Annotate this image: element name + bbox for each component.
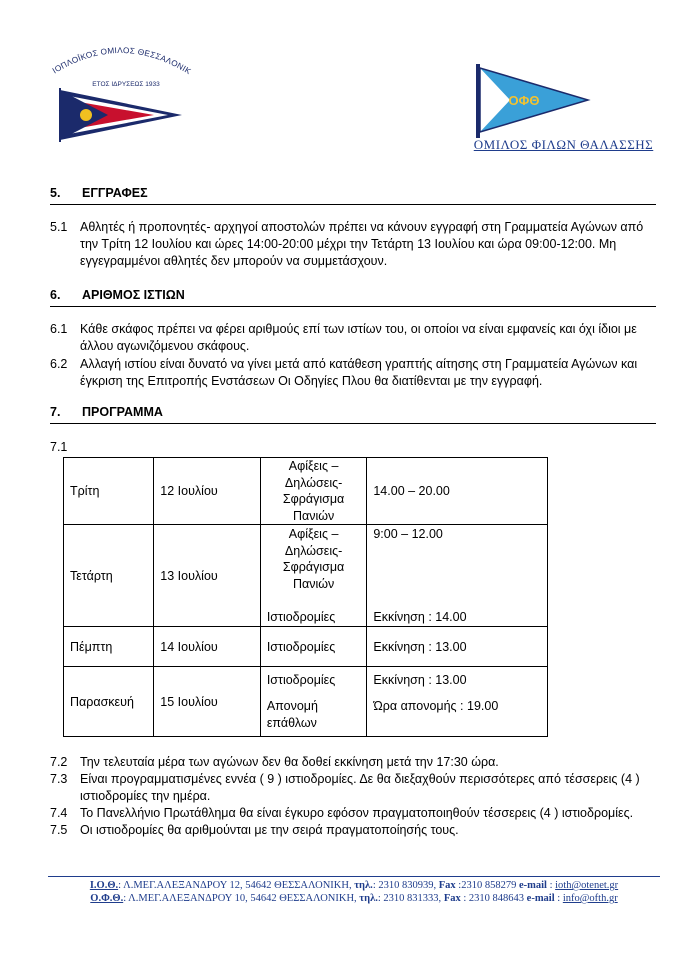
item-5-1: [50, 219, 660, 270]
item-number: 6.2: [50, 357, 68, 371]
item-number: 6.1: [50, 322, 68, 336]
footer-email-link[interactable]: info@ofth.gr: [562, 893, 618, 904]
ofth-flag-icon: [470, 60, 660, 140]
item-text: Οι ιστιοδρομίες θα αριθμούνται με την σειρά πραγματοποίησής τους.: [80, 823, 459, 837]
activity-cell: [260, 458, 367, 525]
day-cell: Τρίτη: [64, 458, 154, 525]
section-number: 5.: [50, 186, 61, 200]
item-6-2: [50, 356, 660, 390]
date-cell: 14 Ιουλίου: [154, 627, 261, 667]
date-cell: 12 Ιουλίου: [154, 458, 261, 525]
table-row: [64, 525, 548, 627]
ofth-name: ΟΜΙΛΟΣ ΦΙΛΩΝ ΘΑΛΑΣΣΗΣ: [473, 137, 654, 152]
footer-divider: [48, 876, 660, 877]
item-number: 7.2: [50, 755, 68, 769]
activity-line: Ιστιοδρομίες: [266, 609, 336, 624]
item-text: Την τελευταία μέρα των αγώνων δεν θα δοθεί εκκίνηση μετά την 17:30 ώρα.: [80, 755, 499, 769]
time-cell: [367, 458, 548, 525]
day-cell: Παρασκευή: [64, 667, 154, 737]
activity-cell: Ιστιοδρομίες: [260, 627, 367, 667]
item-text: Κάθε σκάφος πρέπει να φέρει αριθμούς επί των ιστίων του, οι οποίοι να είναι εμφανείς και όχι ίδιοι με άλλου αγωνιζόμενου σκάφους.: [80, 322, 637, 353]
activity-line: Πανιών: [292, 508, 335, 523]
footer-tel: : 2310 831333,: [377, 893, 444, 904]
footer-address: : Λ.ΜΕΓ.ΑΛΕΞΑΝΔΡΟΥ 12, 54642 ΘΕΣΣΑΛΟΝΙΚΗ,: [118, 880, 355, 891]
activity-line: Αφίξεις –: [288, 459, 339, 473]
ioth-arc-text: ΙΟΠΛΟΪΚΟΣ ΟΜΙΛΟΣ ΘΕΣΣΑΛΟΝΙΚ: [50, 45, 193, 77]
ioth-burgee-icon: [46, 40, 196, 145]
item-number: 7.5: [50, 823, 68, 837]
activity-line: Ιστιοδρομίες: [266, 672, 336, 687]
section-heading-6: [50, 288, 656, 307]
time-line: 9:00 – 12.00: [373, 527, 443, 541]
footer-ofth: Ο.Φ.Θ.: Λ.ΜΕΓ.ΑΛΕΞΑΝΔΡΟΥ 10, 54642 ΘΕΣΣΑΛΟΝΙΚΗ, τηλ.: 2310 831333, Fax : 2310 848643 e-mail : info@ofth.gr: [90, 893, 618, 904]
date-cell: 15 Ιουλίου: [154, 667, 261, 737]
item-7-5: [50, 822, 660, 839]
item-7-3: [50, 771, 660, 805]
item-text: Αθλητές ή προπονητές- αρχηγοί αποστολών πρέπει να κάνουν εγγραφή στη Γραμματεία Αγώνων από την Τρίτη 12 Ιουλίου και ώρες 14:00-20:00 μέχρι την Τετάρτη 13 Ιουλίου και ώρα 09:00-12:00. Μη εγγεγραμμένοι αθλητές δεν μπορούν να συμμετάσχουν.: [80, 220, 644, 268]
ioth-logo: [46, 40, 196, 145]
time-line: Εκκίνηση : 13.00: [373, 672, 467, 687]
time-line: Ώρα απονομής : 19.00: [373, 699, 499, 714]
item-6-1: [50, 321, 660, 355]
activity-line: Αφίξεις –: [288, 527, 339, 541]
footer-email-label: e-mail: [518, 880, 547, 891]
svg-text:ΙΣΤΙΟΠΛΟΪΚΟΣ ΟΜΙΛΟΣ ΘΕΣΣΑΛΟΝΙΚ: [46, 40, 193, 76]
item-7-4: [50, 805, 660, 822]
footer-address: : Λ.ΜΕΓ.ΑΛΕΞΑΝΔΡΟΥ 10, 54642 ΘΕΣΣΑΛΟΝΙΚΗ,: [123, 893, 360, 904]
footer-tel-label: τηλ.: [354, 880, 373, 891]
item-number: 7.1: [50, 440, 68, 454]
table-row: [64, 458, 548, 525]
item-number: 5.1: [50, 220, 68, 234]
footer-email-label: e-mail: [526, 893, 555, 904]
activity-line: Πανιών: [292, 576, 335, 591]
footer-fax: : 2310 848643: [460, 893, 527, 904]
item-text: Είναι προγραμματισμένες εννέα ( 9 ) ιστιοδρομίες. Δε θα διεξαχθούν περισσότερες από τέσσερεις (4 ) ιστιοδρομίες την ημέρα.: [80, 772, 640, 803]
footer-ioth: Ι.Ο.Θ.: Λ.ΜΕΓ.ΑΛΕΞΑΝΔΡΟΥ 12, 54642 ΘΕΣΣΑΛΟΝΙΚΗ, τηλ.: 2310 830939, Fax :2310 858279 e-mail : ioth@otenet.gr: [89, 880, 619, 891]
section-heading-5: [50, 186, 656, 205]
activity-line: Δηλώσεις-: [284, 543, 343, 558]
time-cell: [367, 667, 548, 737]
footer-tel: : 2310 830939,: [372, 880, 439, 891]
section-number: 6.: [50, 288, 61, 302]
time-cell: Εκκίνηση : 13.00: [367, 627, 548, 667]
section-number: 7.: [50, 405, 61, 419]
section-heading-7: [50, 405, 656, 424]
footer-tel-label: τηλ.: [359, 893, 378, 904]
activity-line: Δηλώσεις-: [284, 475, 343, 490]
footer-fax: :2310 858279: [455, 880, 519, 891]
ioth-founded-text: ΕΤΟΣ ΙΔΡΥΣΕΩΣ 1933: [92, 81, 160, 88]
activity-line: Σφράγισμα: [282, 560, 345, 574]
footer-abbr: Ο.Φ.Θ.: [90, 893, 124, 904]
day-cell: Τετάρτη: [64, 525, 154, 627]
item-text: Το Πανελλήνιο Πρωτάθλημα θα είναι έγκυρο εφόσον πραγματοποιηθούν τέσσερεις (4 ) ιστιοδρομίες.: [80, 806, 634, 820]
footer-email-link[interactable]: ioth@otenet.gr: [555, 880, 619, 891]
section-title: ΕΓΓΡΑΦΕΣ: [82, 186, 148, 200]
time-line: Εκκίνηση : 14.00: [373, 609, 467, 624]
item-7-2: [50, 754, 660, 771]
schedule-table: [63, 457, 548, 737]
item-number: 7.4: [50, 806, 68, 820]
section-title: ΠΡΟΓΡΑΜΜΑ: [82, 405, 163, 419]
section-title: ΑΡΙΘΜΟΣ ΙΣΤΙΩΝ: [82, 288, 185, 302]
table-row: [64, 627, 548, 667]
activity-cell: [260, 667, 367, 737]
footer-abbr: Ι.Ο.Θ.: [89, 880, 119, 891]
activity-cell: [260, 525, 367, 627]
activity-line: Απονομή: [266, 699, 318, 714]
item-text: Αλλαγή ιστίου είναι δυνατό να γίνει μετά από κατάθεση γραπτής αίτησης στη Γραμματεία Αγώνων και έγκριση της Επιτροπής Ενστάσεων Οι Οδηγίες Πλου θα διατίθενται με την εγγραφή.: [80, 357, 638, 388]
item-number: 7.3: [50, 772, 68, 786]
table-row: [64, 667, 548, 737]
activity-line: Σφράγισμα: [282, 492, 345, 506]
ofth-flag-text: ΟΦΘ: [508, 93, 540, 108]
footer-fax-label: Fax: [443, 893, 461, 904]
date-cell: 13 Ιουλίου: [154, 525, 261, 627]
time-cell: [367, 525, 548, 627]
time-line: 14.00 – 20.00: [373, 484, 450, 498]
activity-line: επάθλων: [266, 715, 317, 730]
day-cell: Πέμπτη: [64, 627, 154, 667]
footer-fax-label: Fax: [438, 880, 456, 891]
